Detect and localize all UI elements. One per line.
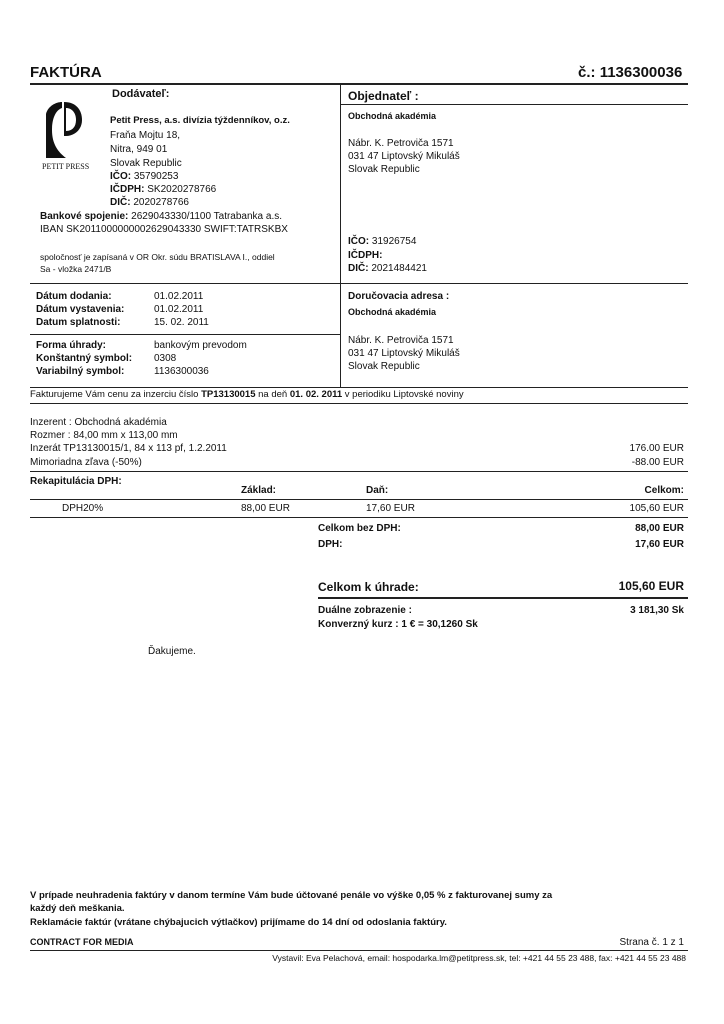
variable-symbol: 1136300036	[154, 366, 209, 377]
supplier-country: Slovak Republic	[110, 158, 182, 169]
vat-col-total: Celkom:	[644, 485, 684, 496]
vat-rate: DPH20%	[62, 503, 104, 514]
supplier-city: Nitra, 949 01	[110, 144, 168, 155]
supplier-register-2: Sa - vložka 2471/B	[40, 264, 112, 274]
size-line: Rozmer : 84,00 mm x 113,00 mm	[30, 430, 178, 441]
footer-rule	[30, 950, 688, 951]
supplier-heading: Dodávateľ:	[112, 88, 170, 100]
discount-amount: -88.00 EUR	[631, 457, 684, 468]
vat-sum-label: DPH:	[318, 539, 343, 550]
variable-symbol-label: Variabilný symbol:	[36, 366, 125, 377]
vat-header-rule	[30, 499, 688, 500]
delivery-date: 01.02.2011	[154, 291, 204, 302]
vat-heading: Rekapitulácia DPH:	[30, 476, 122, 487]
supplier-name: Petit Press, a.s. divízia týždenníkov, o.z.	[110, 115, 290, 126]
vat-tax: 17,60 EUR	[366, 503, 415, 514]
customer-country: Slovak Republic	[348, 164, 420, 175]
customer-ico: IČO: 31926754	[348, 236, 417, 247]
customer-heading: Objednateľ :	[348, 89, 419, 103]
supplier-ico: IČO: 35790253	[110, 171, 179, 182]
header-rule	[30, 83, 688, 85]
party-bottom-rule	[30, 283, 688, 284]
constant-symbol: 0308	[154, 353, 177, 364]
customer-name: Obchodná akadémia	[348, 111, 437, 121]
to-pay-value: 105,60 EUR	[618, 579, 684, 593]
vat-col-tax: Daň:	[366, 485, 389, 496]
payment-method-label: Forma úhrady:	[36, 340, 107, 351]
payment-method: bankovým prevodom	[154, 340, 247, 351]
vat-row-rule	[30, 517, 688, 518]
invoice-number-label: č.:	[578, 64, 596, 81]
constant-symbol-label: Konštantný symbol:	[36, 353, 133, 364]
invoice-title: FAKTÚRA	[30, 64, 102, 81]
vat-col-base: Základ:	[241, 485, 277, 496]
complaint-notice: Reklamácie faktúr (vrátane chýbajucich výtlačkov) prijímame do 14 dní od odoslania faktúry.	[30, 917, 447, 928]
customer-street: Nábr. K. Petroviča 1571	[348, 138, 454, 149]
dates-payment-rule	[30, 334, 340, 335]
customer-heading-rule	[341, 104, 688, 105]
issue-date-label: Dátum vystavenia:	[36, 304, 125, 315]
supplier-icdph: IČDPH: SK2020278766	[110, 184, 217, 195]
delivery-address-street: Nábr. K. Petroviča 1571	[348, 335, 454, 346]
invoice-number-value: 1136300036	[599, 64, 683, 81]
contract-for-media: CONTRACT FOR MEDIA	[30, 937, 134, 947]
delivery-address-city: 031 47 Liptovský Mikuláš	[348, 348, 460, 359]
delivery-address-name: Obchodná akadémia	[348, 307, 437, 317]
delivery-address-heading: Doručovacia adresa :	[348, 291, 450, 302]
issuer-line: Vystavil: Eva Pelachová, email: hospodarka.lm@petitpress.sk, tel: +421 44 55 23 488, fax: +421 44 55 23 488	[272, 953, 686, 963]
supplier-bank: Bankové spojenie: 2629043330/1100 Tatrabanka a.s.	[40, 211, 283, 222]
to-pay-rule	[318, 597, 688, 599]
order-number: TP13130015	[201, 389, 256, 400]
due-date: 15. 02. 2011	[154, 317, 209, 328]
delivery-address-country: Slovak Republic	[348, 361, 420, 372]
ad-amount: 176.00 EUR	[629, 443, 684, 454]
dates-divider	[340, 284, 341, 387]
due-date-label: Datum splatnosti:	[36, 317, 121, 328]
page-number: Strana č. 1 z 1	[619, 937, 684, 948]
thanks-text: Ďakujeme.	[148, 646, 196, 657]
vat-base: 88,00 EUR	[241, 503, 290, 514]
to-pay-label: Celkom k úhrade:	[318, 580, 419, 594]
dual-display-value: 3 181,30 Sk	[630, 605, 684, 616]
without-vat-label: Celkom bez DPH:	[318, 523, 401, 534]
items-rule	[30, 471, 688, 472]
delivery-date-label: Dátum dodania:	[36, 291, 112, 302]
petit-press-logo-icon	[40, 100, 84, 160]
invoice-intro: Fakturujeme Vám cenu za inzerciu číslo TP13130015 na deň 01. 02. 2011 v periodiku Liptovské noviny	[30, 389, 464, 400]
discount-line: Mimoriadna zľava (-50%)	[30, 457, 142, 468]
dual-display-label: Duálne zobrazenie :	[318, 605, 412, 616]
advertiser-line: Inzerent : Obchodná akadémia	[30, 417, 167, 428]
customer-dic: DIČ: 2021484421	[348, 263, 427, 274]
vat-sum-value: 17,60 EUR	[635, 539, 684, 550]
customer-icdph: IČDPH:	[348, 250, 383, 261]
late-payment-notice-1: V prípade neuhradenia faktúry v danom termíne Vám bude účtované penále vo výške 0,05 % z fakturovanej sumy za	[30, 890, 553, 901]
ad-line: Inzerát TP13130015/1, 84 x 113 pf, 1.2.2011	[30, 443, 227, 454]
invoice-number	[578, 64, 682, 81]
without-vat-value: 88,00 EUR	[635, 523, 684, 534]
issue-date: 01.02.2011	[154, 304, 204, 315]
party-divider	[340, 84, 341, 283]
order-date: 01. 02. 2011	[289, 389, 343, 400]
late-payment-notice-2: každý deň meškania.	[30, 903, 125, 914]
supplier-iban: IBAN SK2011000000002629043330 SWIFT:TATRSKBX	[40, 224, 288, 235]
vat-total: 105,60 EUR	[629, 503, 684, 514]
logo-caption: PETIT PRESS	[42, 162, 90, 171]
intro-rule	[30, 403, 688, 404]
supplier-register-1: spoločnosť je zapísaná v OR Okr. súdu BRATISLAVA I., oddiel	[40, 252, 275, 262]
supplier-street: Fraňa Mojtu 18,	[110, 130, 181, 141]
conversion-rate: Konverzný kurz : 1 € = 30,1260 Sk	[318, 619, 478, 630]
customer-city: 031 47 Liptovský Mikuláš	[348, 151, 460, 162]
supplier-dic: DIČ: 2020278766	[110, 197, 189, 208]
